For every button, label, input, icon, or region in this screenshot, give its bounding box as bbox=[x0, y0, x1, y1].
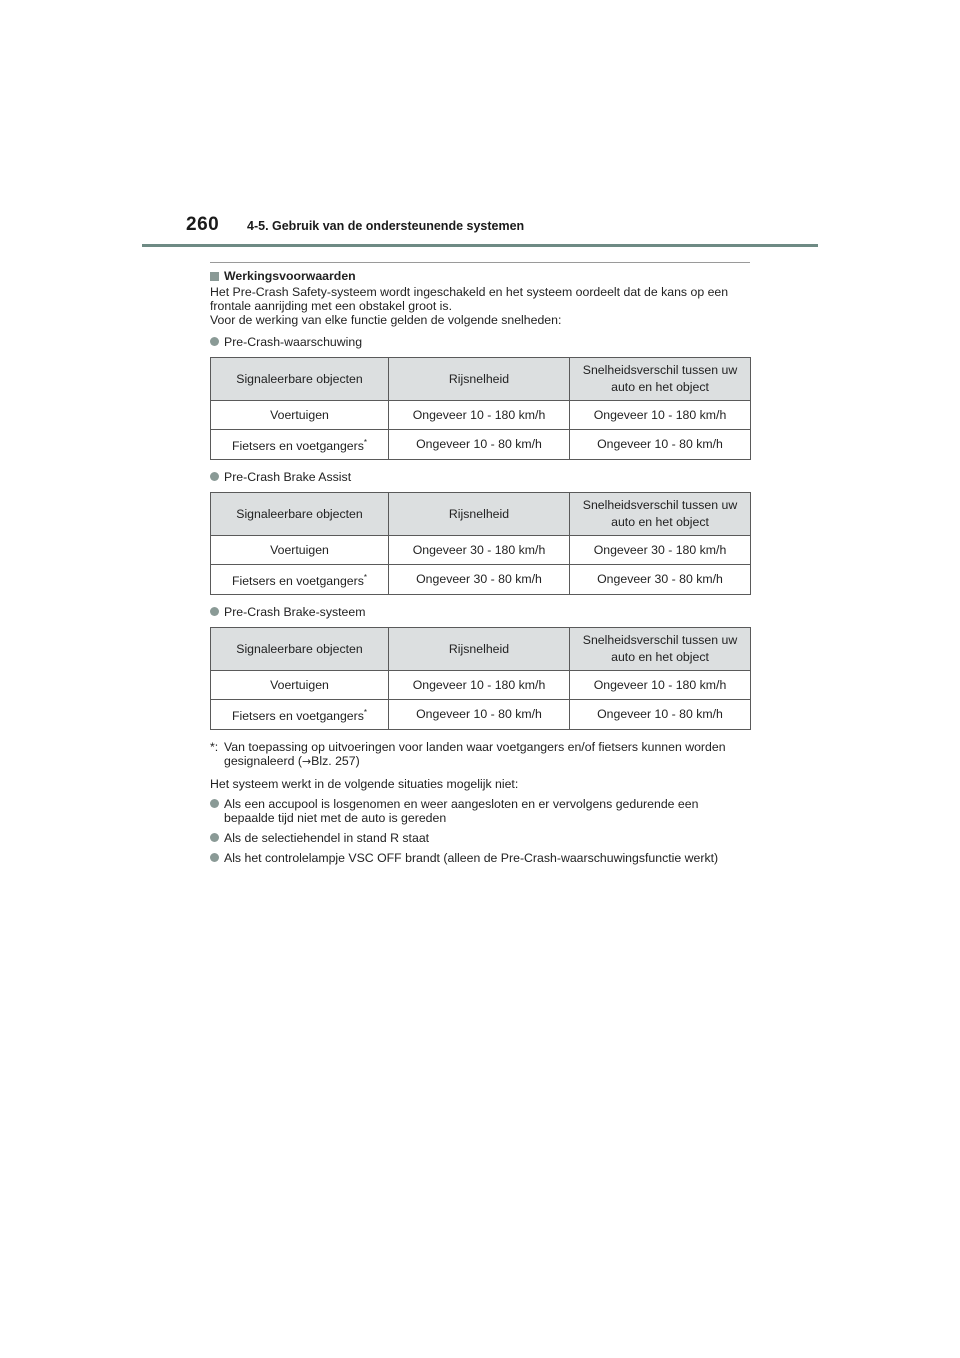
column-header: Snelheidsverschil tussen uw auto en het object bbox=[570, 628, 751, 671]
table-cell bbox=[389, 401, 570, 430]
table-cell bbox=[570, 700, 751, 730]
arrow-right-icon: → bbox=[301, 755, 312, 769]
column-header: Snelheidsverschil tussen uw auto en het object bbox=[570, 358, 751, 401]
cell-text: Ongeveer 30 - 180 km/h bbox=[593, 542, 727, 557]
situations-intro: Het systeem werkt in de volgende situaties mogelijk niet: bbox=[210, 777, 519, 792]
table-cell bbox=[211, 430, 389, 460]
table-cell bbox=[570, 401, 751, 430]
page-content bbox=[210, 262, 750, 871]
footnote-marker: * bbox=[363, 438, 368, 447]
square-bullet-icon bbox=[210, 272, 219, 281]
situations-list bbox=[210, 797, 750, 865]
cell-text: Voertuigen bbox=[270, 677, 329, 692]
cell-text: Ongeveer 10 - 80 km/h bbox=[597, 707, 723, 722]
section-title: Werkingsvoorwaarden bbox=[224, 269, 356, 283]
cell-text: Ongeveer 10 - 180 km/h bbox=[593, 407, 727, 422]
list-item bbox=[210, 797, 750, 825]
table-cell bbox=[570, 565, 751, 595]
table-cell bbox=[389, 536, 570, 565]
table-row bbox=[211, 430, 751, 460]
cell-text: Ongeveer 10 - 180 km/h bbox=[412, 407, 546, 422]
speed-table bbox=[210, 492, 751, 595]
table-header-row bbox=[211, 358, 751, 401]
cell-text: Ongeveer 10 - 80 km/h bbox=[416, 437, 542, 452]
column-header: Rijsnelheid bbox=[389, 493, 570, 536]
column-header: Rijsnelheid bbox=[389, 358, 570, 401]
section-divider bbox=[210, 262, 750, 263]
speed-table bbox=[210, 357, 751, 460]
table-label-text: Pre-Crash Brake Assist bbox=[224, 470, 352, 485]
footnote-ref-link[interactable]: Blz. 257) bbox=[311, 754, 360, 769]
cell-text: Ongeveer 10 - 80 km/h bbox=[597, 437, 723, 452]
table-cell bbox=[389, 700, 570, 730]
table-row bbox=[211, 700, 751, 730]
bullet-dot-icon bbox=[210, 833, 219, 842]
table-cell bbox=[389, 565, 570, 595]
speed-table bbox=[210, 627, 751, 730]
cell-text: Ongeveer 30 - 80 km/h bbox=[416, 572, 542, 587]
table-row bbox=[211, 536, 751, 565]
cell-text: Fietsers en voetgangers bbox=[231, 709, 364, 724]
table-cell bbox=[570, 671, 751, 700]
table-row bbox=[211, 401, 751, 430]
table-label-text: Pre-Crash-waarschuwing bbox=[224, 335, 363, 349]
table-cell bbox=[211, 401, 389, 430]
footnote bbox=[210, 740, 750, 769]
footnote-marker: * bbox=[363, 573, 368, 583]
cell-text: Ongeveer 10 - 180 km/h bbox=[593, 677, 727, 692]
footnote-mark: *: bbox=[210, 740, 219, 755]
bullet-dot-icon bbox=[210, 853, 219, 862]
list-item bbox=[210, 831, 750, 845]
list-item-text: Als het controlelampje VSC OFF brandt (alleen de Pre-Crash-waarschuwingsfunctie werkt) bbox=[224, 851, 719, 866]
table-label bbox=[210, 470, 750, 484]
cell-text: Ongeveer 10 - 80 km/h bbox=[416, 707, 542, 722]
list-item-text: Als een accupool is losgenomen en weer aangesloten en er vervolgens gedurende een bepaalde tijd niet met de auto is gereden bbox=[224, 797, 699, 826]
footnote-body: Van toepassing op uitvoeringen voor landen waar voetgangers en/of fietsers kunnen worden gesignaleerd ( bbox=[224, 740, 726, 769]
list-item-text: Als de selectiehendel in stand R staat bbox=[224, 831, 430, 846]
cell-text: Ongeveer 30 - 180 km/h bbox=[412, 542, 546, 557]
table-label bbox=[210, 605, 750, 619]
table-row bbox=[211, 671, 751, 700]
cell-text: Fietsers en voetgangers bbox=[231, 439, 364, 454]
page-number: 260 bbox=[186, 214, 220, 235]
intro-text-2: Voor de werking van elke functie gelden de volgende snelheden: bbox=[210, 313, 562, 327]
cell-text: Voertuigen bbox=[270, 407, 329, 422]
column-header: Rijsnelheid bbox=[389, 628, 570, 671]
cell-text: Ongeveer 30 - 80 km/h bbox=[597, 572, 723, 587]
cell-text: Fietsers en voetgangers bbox=[231, 574, 364, 589]
bullet-dot-icon bbox=[210, 607, 219, 616]
cell-text: Voertuigen bbox=[270, 542, 329, 557]
table-cell bbox=[211, 536, 389, 565]
column-header: Signaleerbare objecten bbox=[211, 358, 389, 401]
table-label bbox=[210, 335, 750, 349]
footnote-text bbox=[224, 740, 750, 769]
column-header: Signaleerbare objecten bbox=[211, 628, 389, 671]
table-label-text: Pre-Crash Brake-systeem bbox=[224, 605, 366, 620]
footnote-marker: * bbox=[363, 708, 368, 718]
section-heading bbox=[210, 269, 750, 283]
bullet-dot-icon bbox=[210, 799, 219, 808]
column-header: Snelheidsverschil tussen uw auto en het object bbox=[570, 493, 751, 536]
intro-text: Het Pre-Crash Safety-systeem wordt ingeschakeld en het systeem oordeelt dat de kans op een frontale aanrijding met een obstakel groot is. bbox=[210, 285, 729, 313]
table-cell bbox=[570, 536, 751, 565]
cell-text: Ongeveer 10 - 180 km/h bbox=[412, 677, 546, 692]
table-cell bbox=[211, 671, 389, 700]
table-cell bbox=[389, 430, 570, 460]
bullet-dot-icon bbox=[210, 337, 219, 346]
table-header-row bbox=[211, 493, 751, 536]
table-row bbox=[211, 565, 751, 595]
table-cell bbox=[211, 700, 389, 730]
bullet-dot-icon bbox=[210, 472, 219, 481]
column-header: Signaleerbare objecten bbox=[211, 493, 389, 536]
table-cell bbox=[389, 671, 570, 700]
header-divider bbox=[142, 244, 818, 247]
table-cell bbox=[211, 565, 389, 595]
list-item bbox=[210, 851, 750, 865]
table-header-row bbox=[211, 628, 751, 671]
chapter-title: 4-5. Gebruik van de ondersteunende systemen bbox=[247, 219, 525, 233]
tables-container bbox=[210, 335, 750, 730]
table-cell bbox=[570, 430, 751, 460]
